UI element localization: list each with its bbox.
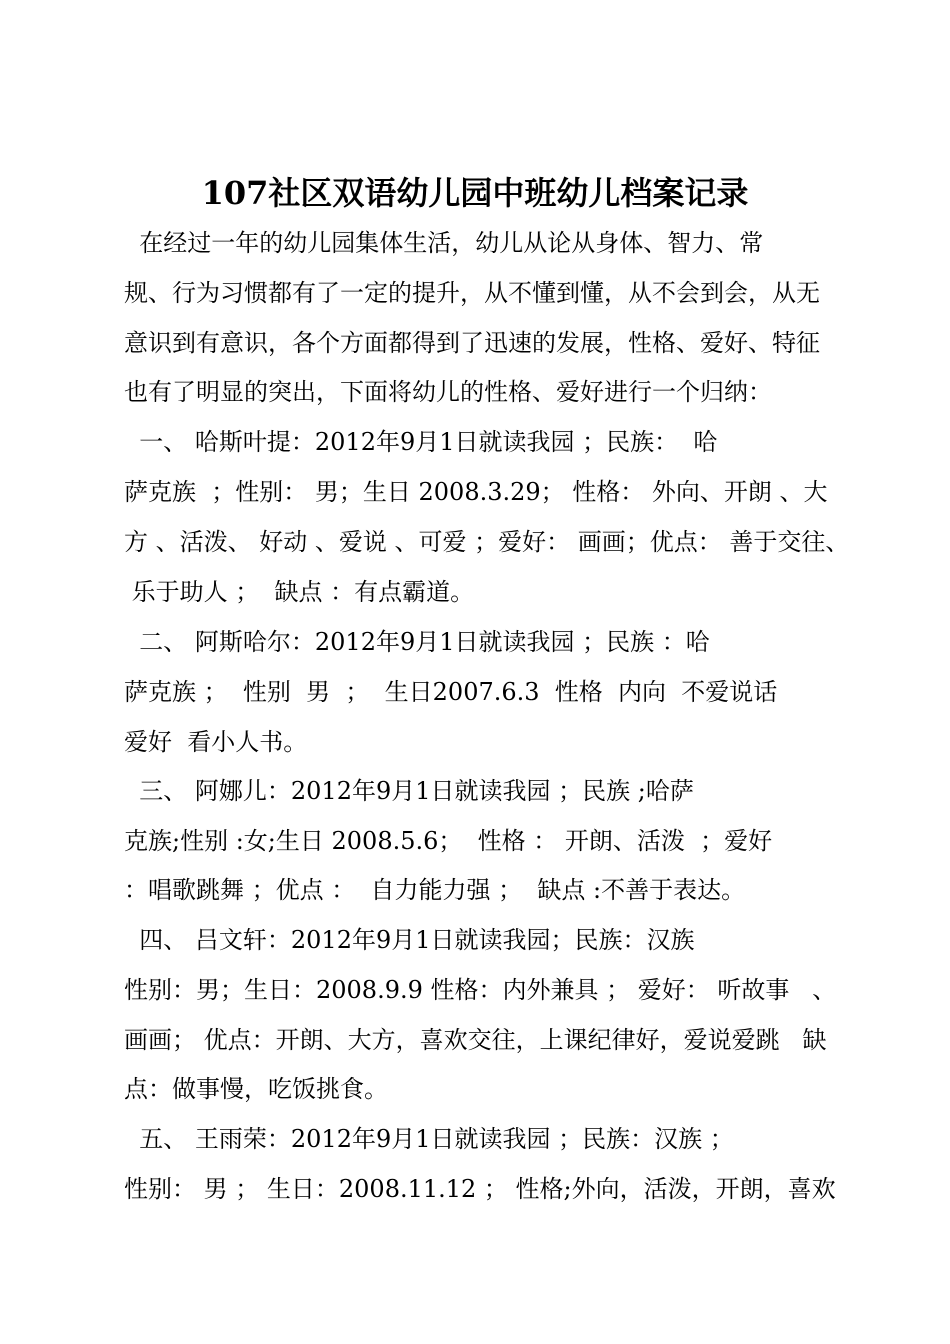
intro-line: 规、行为习惯都有了一定的提升，从不懂到懂，从不会到会，从无	[124, 279, 820, 307]
record-5-line: 五、 王雨荣：2012年9月1日就读我园 ；民族：汉族 ；	[124, 1125, 734, 1153]
record-2-line: 爱好 看小人书。	[124, 728, 308, 756]
record-3-line: 三、 阿娜儿：2012年9月1日就读我园 ；民族 ;哈萨	[124, 777, 694, 805]
record-3-line: ：唱歌跳舞 ；优点 ： 自力能力强 ； 缺点 :不善于表达。	[124, 876, 746, 904]
record-4-line: 四、 吕文轩：2012年9月1日就读我园；民族：汉族	[124, 926, 695, 954]
record-1-line: 方 、活泼、 好动 、爱说 、可爱 ；爱好： 画画；优点： 善于交往、	[124, 528, 850, 556]
record-4-line: 性别：男；生日：2008.9.9 性格：内外兼具 ； 爱好： 听故事 、	[124, 976, 837, 1004]
record-1-line: 乐于助人 ； 缺点 ：有点霸道。	[124, 578, 475, 606]
record-5-line: 性别： 男 ； 生日：2008.11.12 ； 性格;外向，活泼，开朗，喜欢	[124, 1175, 836, 1203]
record-2-line: 二、 阿斯哈尔：2012年9月1日就读我园 ；民族 ：哈	[124, 628, 710, 656]
record-1-line: 一、 哈斯叶提：2012年9月1日就读我园 ；民族： 哈	[124, 428, 718, 456]
record-3-line: 克族;性别 :女;生日 2008.5.6； 性格 ： 开朗、活泼 ；爱好	[124, 827, 773, 855]
intro-line: 也有了明显的突出，下面将幼儿的性格、爱好进行一个归纳：	[124, 378, 772, 406]
record-4-line: 点：做事慢，吃饭挑食。	[124, 1075, 388, 1103]
record-1-line: 萨克族 ；性别： 男；生日 2008.3.29； 性格： 外向、开朗 、大	[124, 478, 828, 506]
intro-line: 意识到有意识，各个方面都得到了迅速的发展，性格、爱好、特征	[124, 329, 820, 357]
intro-line: 在经过一年的幼儿园集体生活，幼儿从论从身体、智力、常	[124, 229, 764, 257]
document-title: 107社区双语幼儿园中班幼儿档案记录	[201, 174, 749, 212]
record-2-line: 萨克族 ； 性别 男 ； 生日2007.6.3 性格 内向 不爱说话	[124, 678, 778, 706]
record-4-line: 画画； 优点：开朗、大方，喜欢交往，上课纪律好，爱说爱跳 缺	[124, 1026, 827, 1054]
